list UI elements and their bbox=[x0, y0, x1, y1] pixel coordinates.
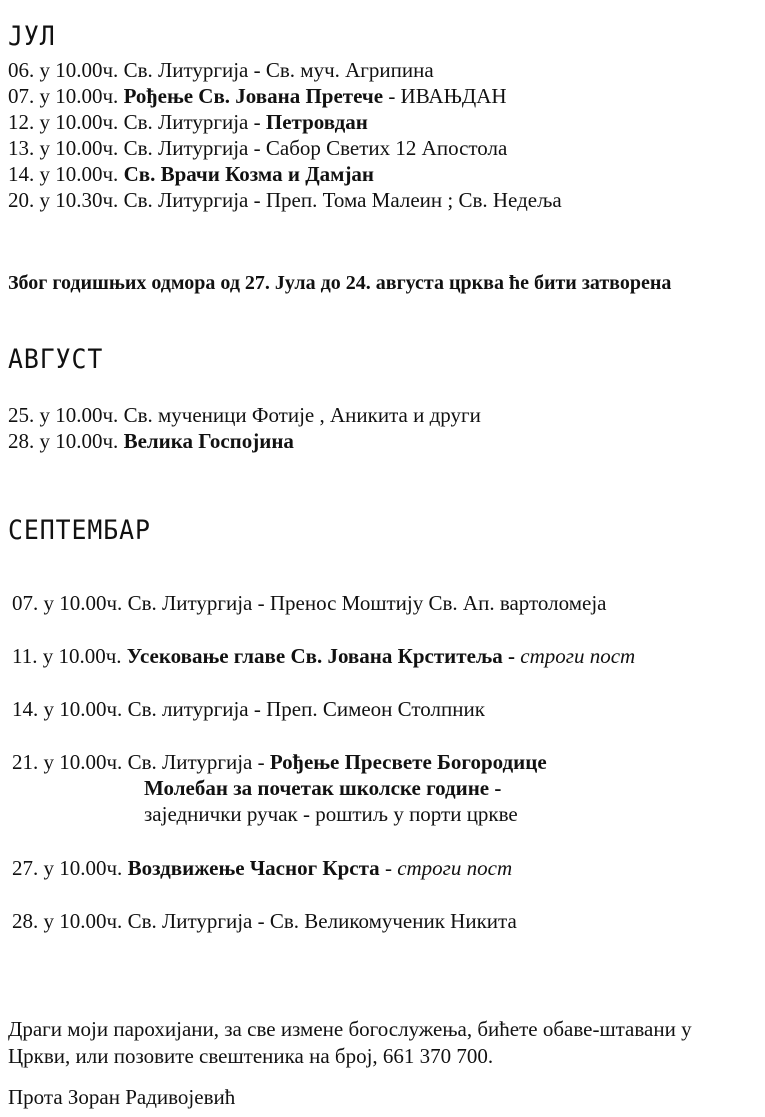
entry-date: 25. у 10.00ч. bbox=[8, 403, 119, 427]
september-entry-4 bbox=[12, 750, 547, 774]
september-entry-1 bbox=[12, 591, 606, 615]
entry-feast: Рођење Св. Јована Претече bbox=[123, 84, 384, 108]
priest-signature: Прота Зоран Радивојевић bbox=[8, 1085, 236, 1109]
entry-date: 13. у 10.00ч. bbox=[8, 136, 119, 160]
entry-date: 07. у 10.00ч. bbox=[12, 591, 123, 615]
closure-notice: Због годишњих одмора од 27. Јула до 24. августа црква ће бити затворена bbox=[8, 272, 672, 294]
entry-text: Св. Литургија - Сабор Светих 12 Апостола bbox=[123, 136, 508, 160]
entry-date: 07. у 10.00ч. bbox=[8, 84, 119, 108]
september-entry-3 bbox=[12, 697, 485, 721]
july-entry-2 bbox=[8, 84, 507, 108]
entry-date: 12. у 10.00ч. bbox=[8, 110, 119, 134]
entry-text: Св. Литургија - Св. муч. Агрипина bbox=[123, 58, 434, 82]
september-entry-4-lunch: заједнички ручак - роштиљ у порти цркве bbox=[144, 802, 518, 826]
entry-text: - ИВАЊДАН bbox=[383, 84, 507, 108]
entry-date: 11. у 10.00ч. bbox=[12, 644, 122, 668]
entry-feast: Петровдан bbox=[265, 110, 368, 134]
july-entry-4 bbox=[8, 136, 507, 160]
entry-date: 06. у 10.00ч. bbox=[8, 58, 119, 82]
entry-feast: Воздвижење Часног Крста bbox=[127, 856, 380, 880]
entry-text: Св. Литургија - Св. Великомученик Никита bbox=[127, 909, 517, 933]
entry-date: 21. у 10.00ч. bbox=[12, 750, 123, 774]
august-entry-2 bbox=[8, 429, 294, 453]
july-entry-6 bbox=[8, 188, 562, 212]
entry-text: Св. Литургија - Пренос Моштију Св. Ап. вартоломеја bbox=[127, 591, 607, 615]
september-entry-2 bbox=[12, 644, 635, 668]
july-heading: ЈУЛ bbox=[8, 21, 56, 52]
entry-feast: Рођење Пресвете Богородице bbox=[269, 750, 547, 774]
entry-text: Св. мученици Фотије , Аникита и други bbox=[123, 403, 481, 427]
entry-feast: Велика Госпојина bbox=[123, 429, 294, 453]
entry-text: Св. литургија - Преп. Симеон Столпник bbox=[127, 697, 485, 721]
july-entry-3 bbox=[8, 110, 368, 134]
july-entry-5 bbox=[8, 162, 374, 186]
august-entry-1 bbox=[8, 403, 481, 427]
entry-fast-note: строги пост bbox=[515, 644, 636, 668]
entry-separator: - bbox=[379, 856, 398, 880]
entry-date: 28. у 10.00ч. bbox=[8, 429, 119, 453]
entry-text: Св. Литургија - Преп. Тома Малеин ; Св. Недеља bbox=[123, 188, 562, 212]
september-heading: СЕПТЕМБАР bbox=[8, 515, 151, 546]
september-entry-6 bbox=[12, 909, 517, 933]
september-entry-5 bbox=[12, 856, 512, 880]
september-entry-4-moleban: Молебан за почетак школске године - bbox=[144, 776, 502, 800]
entry-date: 28. у 10.00ч. bbox=[12, 909, 123, 933]
entry-date: 20. у 10.30ч. bbox=[8, 188, 119, 212]
entry-date: 14. у 10.00ч. bbox=[12, 697, 123, 721]
parish-message: Драги моји парохијани, за све измене богослужења, бићете обаве-штавани у Цркви, или позовите свештеника на број, 661 370 700. bbox=[8, 1017, 692, 1068]
entry-text: Св. Литургија - bbox=[127, 750, 270, 774]
entry-fast-note: строги пост bbox=[397, 856, 513, 880]
august-heading: АВГУСТ bbox=[8, 344, 104, 375]
entry-date: 27. у 10.00ч. bbox=[12, 856, 123, 880]
entry-feast: Св. Врачи Козма и Дамјан bbox=[123, 162, 375, 186]
entry-feast: Усековање главе Св. Јована Крститеља - bbox=[126, 644, 516, 668]
entry-date: 14. у 10.00ч. bbox=[8, 162, 119, 186]
july-entry-1 bbox=[8, 58, 434, 82]
entry-text: Св. Литургија - bbox=[123, 110, 266, 134]
